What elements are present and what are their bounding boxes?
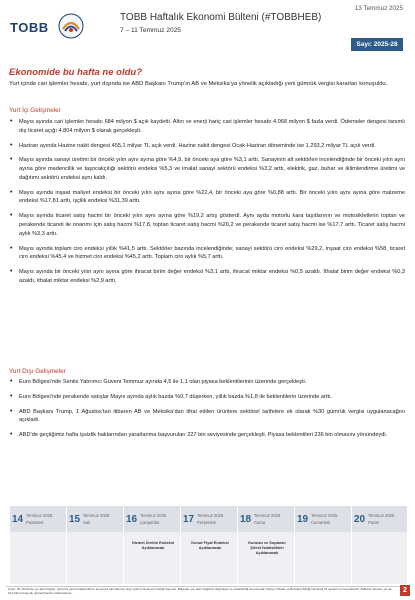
calendar-day-number: 17 xyxy=(183,514,195,525)
tobb-emblem-icon xyxy=(58,13,84,39)
calendar-day-number: 14 xyxy=(12,514,24,525)
foreign-list xyxy=(9,378,405,446)
bulletin-title: TOBB Haftalık Ekonomi Bülteni (#TOBBHEB) xyxy=(120,12,322,23)
foreign-heading: Yurt Dışı Gelişmeler xyxy=(9,368,66,375)
list-item: • Mayıs ayında bir önceki yılın aynı ayına göre ihracat birim değer endeksi %3,1 arttı, ihracat miktar endeksi %0,5 azaldı. İthalat birim değer endeksi %0,3 azaldı, ithalat miktar endeksi %2,9 arttı. xyxy=(9,268,405,285)
calendar-divider xyxy=(66,506,67,584)
calendar-day-date: Temmuz 2025 xyxy=(83,513,110,518)
calendar-day-saturday xyxy=(295,506,351,532)
list-item: • Mayıs ayında ticaret satış hacmi bir önceki yılın aynı ayına göre %19,2 artış gösterdi. Aynı ayda motorlu kara taşıtlarının ve motosikletlerin toptan ve perakende ticareti ile onarımı için satış hacmi %17,8, toptan ticaret satış hacmi %20,2 ve perakende ticaret satış hacmi ise %17,7 arttı. Ticaret satış hacmi aylık %3,3 arttı. xyxy=(9,212,405,238)
list-item: • Mayıs ayında inşaat maliyet endeksi bir önceki yılın aynı ayına göre %22,4, bir önceki aya göre %0,88 arttı. Bir önceki yılın aynı ayına göre malzeme endeksi %17,81 arttı, işçilik endeksi %31,39 arttı. xyxy=(9,189,405,206)
calendar-day-date: Temmuz 2025 xyxy=(197,513,224,518)
calendar-event-wednesday: Hizmet Üretim Endeksi Açıklanacak xyxy=(131,540,175,551)
calendar-day-number: 16 xyxy=(126,514,138,525)
list-item: • Mayıs ayında cari işlemler hesabı 684 milyon $ açık kaydetti. Altın ve enerji hariç cari işlemler hesabı 4.068 milyon $ fazla verdi. Ödemeler dengesi tanımlı dış ticaret açığı 4.804 milyon $ olarak gerçekleşti. xyxy=(9,118,405,135)
calendar-day-date: Temmuz 2025 xyxy=(26,513,53,518)
calendar-day-weekday: Cuma xyxy=(254,520,266,525)
weekly-calendar xyxy=(10,506,407,584)
calendar-day-date: Temmuz 2025 xyxy=(368,513,395,518)
calendar-day-number: 20 xyxy=(354,514,366,525)
list-item: • Haziran ayında Hazine nakit dengesi 455,1 milyar TL açık verdi. Hazine nakit dengesi Ocak-Haziran döneminde ise 1.293,2 milyar TL açık verdi. xyxy=(9,142,405,151)
calendar-day-weekday: Salı xyxy=(83,520,91,525)
section-title: Ekonomide bu hafta ne oldu? xyxy=(9,67,142,78)
calendar-day-thursday xyxy=(181,506,237,532)
intro-paragraph: Yurt içinde cari işlemler hesabı, yurt dışında ise ABD Başkanı Trump’ın AB ve Meksika’ya yönelik açıkladığı yeni gümrük vergisi kararları konuşuldu. xyxy=(9,81,388,87)
calendar-day-date: Temmuz 2025 xyxy=(254,513,281,518)
calendar-day-monday xyxy=(10,506,66,532)
calendar-day-weekday: Pazar xyxy=(368,520,379,525)
domestic-list xyxy=(9,118,405,292)
list-item: • Mayıs ayında sanayi üretimi bir önceki yılın aynı ayına göre %4,9, bir önceki aya göre %3,1 arttı. Sanayinin alt sektörleri incelendiğinde bir önceki yılın aynı ayına göre madencilik ve taşocakçılığı sektörü endeksi %5,3 ve imalat sanayi sektörü endeksi %3,2 arttı, elektrik, gaz, buhar ve iklimlendirme üretimi ve dağıtımı sektörü endeksi aynı kaldı. xyxy=(9,156,405,182)
calendar-divider xyxy=(351,506,352,584)
calendar-event-friday: Kurulan ve Kapanan Şirket İstatistikleri Açıklanacak xyxy=(248,540,286,556)
list-item: • ABD’de geçtiğimiz hafta işsizlik haklarından yararlanma başvuruları 227 bin seviyesinde gerçekleşti. Piyasa beklentileri 236 bin olmasını yönündeydi. xyxy=(9,431,405,440)
issue-badge: Sayı: 2025-28 xyxy=(351,38,403,51)
calendar-event-thursday: Konut Fiyat Endeksi Açıklanacak xyxy=(191,540,229,551)
list-item: • Euro Bölgesi’nde perakende satışlar Mayıs ayında aylık bazda %0,7 düşerken, yıllık bazda %1,8 ile beklentilerin üzerinde arttı. xyxy=(9,393,405,402)
calendar-day-weekday: Cumartesi xyxy=(311,520,331,525)
calendar-divider xyxy=(123,506,124,584)
calendar-day-tuesday xyxy=(67,506,123,532)
calendar-day-friday xyxy=(238,506,294,532)
footer-disclaimer: Uyarı: Bu bültende yer alan bilgiler, yalnızca genel bilgilendirme amacıyla hazırlanmış olup yatırım tavsiyesi niteliği taşımaz. Bültende yer alan bilgilerin doğruluğu ve eksiksizliği konusunda Türkiye Odalar ve Borsalar Birliği herhangi bir garanti vermemektedir. Bültenin tamamı ya da bir bölümü kaynak gösterilmeden kullanılamaz. xyxy=(8,587,392,595)
calendar-day-number: 19 xyxy=(297,514,309,525)
calendar-divider xyxy=(180,506,181,584)
calendar-day-date: Temmuz 2025 xyxy=(311,513,338,518)
calendar-day-weekday: Çarşamba xyxy=(140,520,160,525)
bulletin-week: 7 – 11 Temmuz 2025 xyxy=(120,27,181,34)
list-item: • ABD Başkanı Trump, 1 Ağustos’tan itibaren AB ve Meksika’dan ithal edilen ürünlere sektörel tarifelere ek olarak %30 gümrük vergisi uygulanacağını açıkladı. xyxy=(9,408,405,425)
tobb-logo: TOBB xyxy=(10,20,49,35)
calendar-day-number: 15 xyxy=(69,514,81,525)
page-header xyxy=(0,0,415,62)
publish-date: 13 Temmuz 2025 xyxy=(354,5,403,12)
calendar-day-weekday: Perşembe xyxy=(197,520,217,525)
calendar-day-date: Temmuz 2025 xyxy=(140,513,167,518)
list-item: • Mayıs ayında toplam ciro endeksi yıllık %41,5 arttı. Sektörler bazında incelendiğinde; sanayi sektörü ciro endeksi %29,2, inşaat ciro endeksi %58, ticaret ciro endeksi %45,4 ve hizmet ciro endeksi %45,2 arttı. Toplam ciro aylık %5,7 arttı. xyxy=(9,245,405,262)
list-item: • Euro Bölgesi’nde Sentix Yatırımcı Güveni Temmuz ayında 4,5 ile 1,1 olan piyasa beklentilerinin üzerinde gerçekleşti. xyxy=(9,378,405,387)
calendar-day-number: 18 xyxy=(240,514,252,525)
calendar-divider xyxy=(237,506,238,584)
calendar-day-sunday xyxy=(352,506,407,532)
calendar-divider xyxy=(294,506,295,584)
page-number: 2 xyxy=(400,585,410,596)
calendar-day-weekday: Pazartesi xyxy=(26,520,44,525)
domestic-heading: Yurt İçi Gelişmeler xyxy=(9,107,61,114)
calendar-day-wednesday xyxy=(124,506,180,532)
